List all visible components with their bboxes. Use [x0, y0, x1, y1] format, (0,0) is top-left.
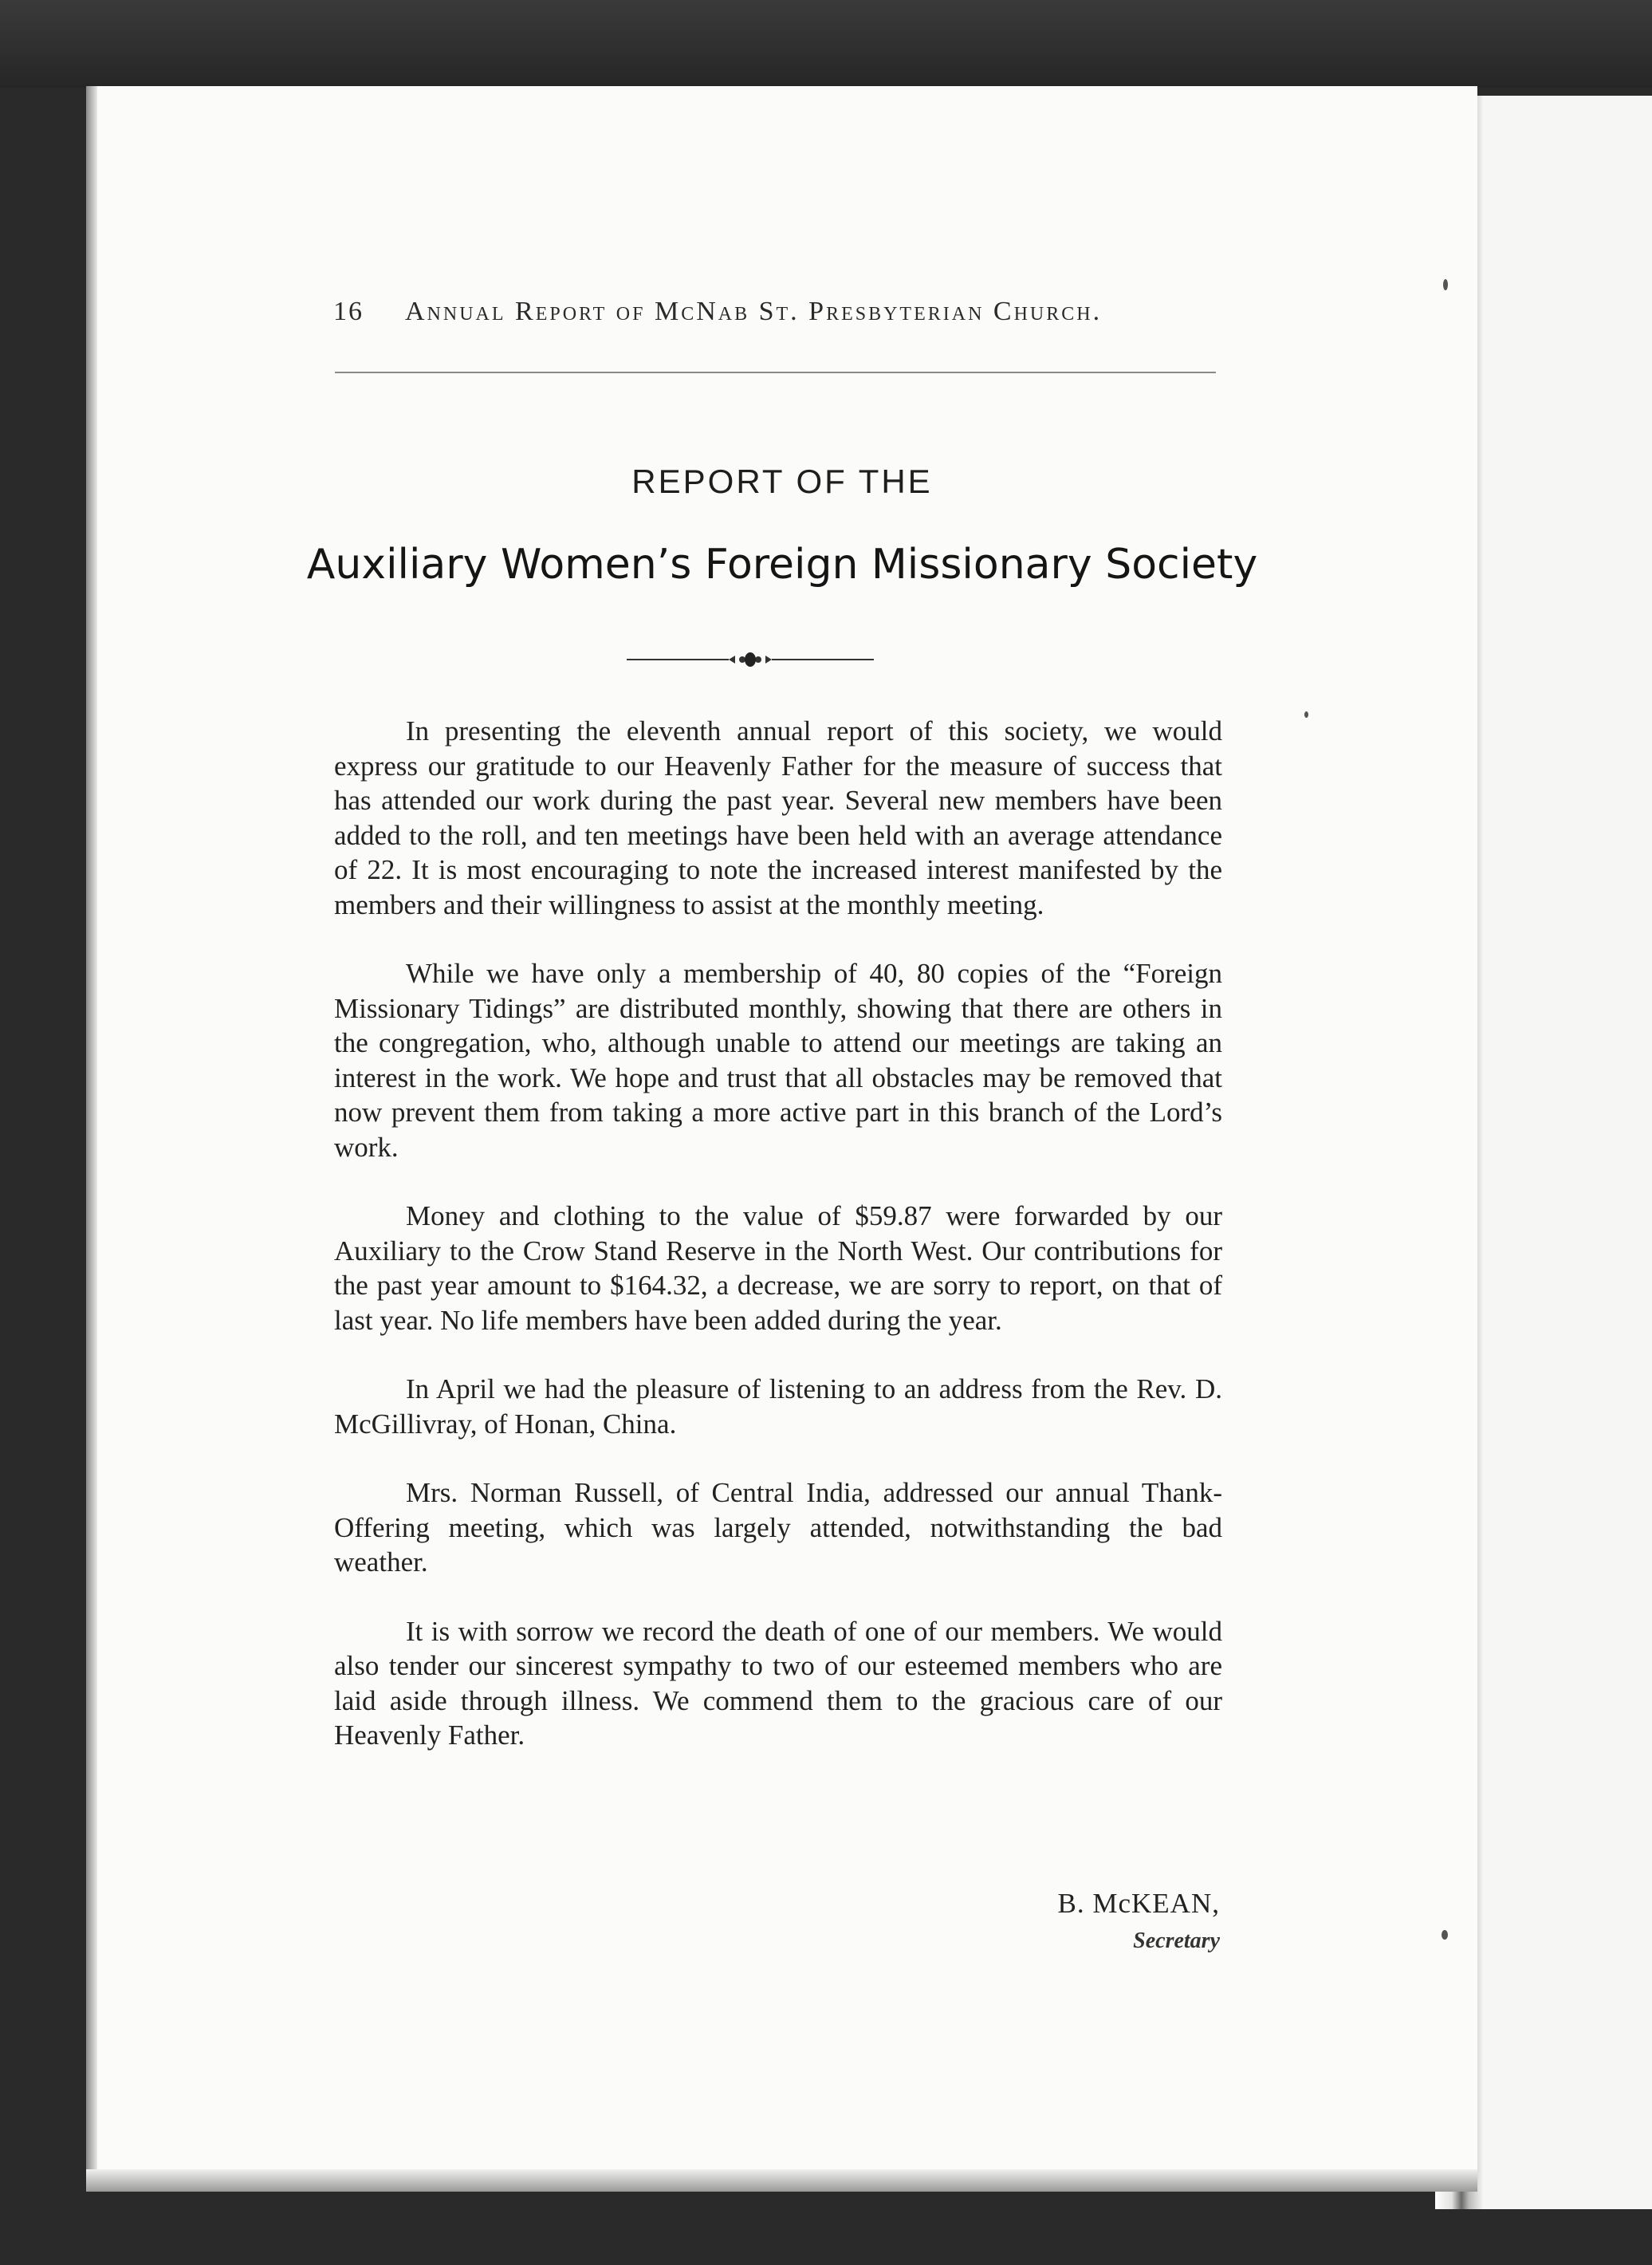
page-number: 16	[333, 297, 364, 326]
scan-speck	[1304, 711, 1308, 718]
scanner-background	[0, 0, 1652, 88]
society-title: Auxiliary Women’s Foreign Missionary Society	[306, 541, 1258, 589]
paragraph: In presenting the eleventh annual report of this society, we would express our gratitude to our Heavenly Father for the measure of success that has attended our work during the past year. Several new members have been added to the roll, and ten meetings have been held with an average attendance of 22. It is most encouraging to note the increased interest manifested by the members and their willingness to assist at the monthly meeting.	[334, 715, 1222, 920]
signature-name: B. McKEAN,	[1057, 1888, 1220, 1919]
ornament-divider-icon	[627, 648, 874, 672]
paragraph: Mrs. Norman Russell, of Central India, addressed our annual Thank-Offering meeting, which was largely attended, notwithstanding the bad weather.	[334, 1477, 1222, 1578]
paragraph: It is with sorrow we record the death of one of our members. We would also tender our sincerest sympathy to two of our esteemed members who are laid aside through illness. We commend them to the gracious care of our Heavenly Father.	[334, 1615, 1222, 1751]
scan-speck	[1442, 1930, 1448, 1940]
header-rule	[335, 372, 1216, 373]
paragraph: Money and clothing to the value of $59.87 were forwarded by our Auxiliary to the Crow Stand Reserve in the North West. Our contributions for the past year amount to $164.32, a decrease, we are sorry to report, on that of last year. No life members have been added during the year.	[334, 1200, 1222, 1336]
scan-speck	[1443, 279, 1448, 290]
report-body	[334, 714, 1222, 1787]
signature-title: Secretary	[1133, 1928, 1220, 1953]
running-header	[333, 297, 1218, 327]
page-bottom-edge	[86, 2169, 1477, 2192]
page-left-edge	[86, 86, 97, 2192]
paragraph: While we have only a membership of 40, 80 copies of the “Foreign Missionary Tidings” are distributed monthly, showing that there are others in the congregation, who, although unable to attend our meetings are taking an interest in the work. We hope and trust that all obstacles may be removed that now prevent them from taking a more active part in this branch of the Lord’s work.	[334, 958, 1222, 1163]
running-title: Annual Report of McNab St. Presbyterian Church.	[405, 297, 1103, 326]
paragraph: In April we had the pleasure of listening to an address from the Rev. D. McGillivray, of Honan, China.	[334, 1373, 1222, 1440]
report-heading: REPORT OF THE	[631, 463, 933, 500]
